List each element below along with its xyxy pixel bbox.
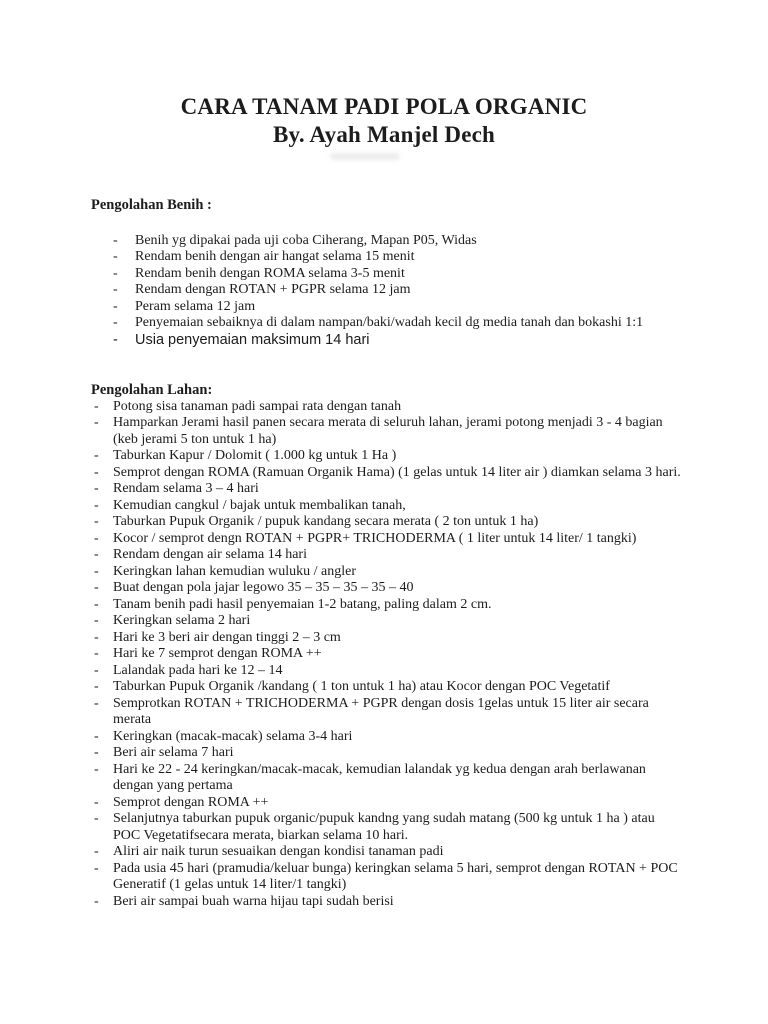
list-item-text: Keringkan (macak-macak) selama 3-4 hari (113, 728, 353, 744)
list-pengolahan-lahan (91, 399, 683, 911)
list-item (91, 531, 683, 548)
list-item-text: Hamparkan Jerami hasil panen secara merata di seluruh lahan, jerami potong menjadi 3 - 4 bagian (keb jerami 5 ton untuk 1 ha) (113, 415, 663, 447)
dash-bullet: - (94, 530, 99, 546)
dash-bullet: - (94, 481, 99, 496)
dash-bullet: - (94, 646, 99, 661)
dash-bullet: - (94, 497, 99, 513)
dash-bullet: - (94, 893, 99, 909)
dash-bullet: - (94, 596, 99, 612)
list-item (91, 249, 683, 266)
document-body (91, 197, 683, 910)
list-pengolahan-benih (91, 233, 683, 349)
list-item-text: Usia penyemaian maksimum 14 hari (135, 331, 370, 348)
list-item (91, 415, 683, 448)
dash-bullet: - (94, 794, 99, 810)
dash-bullet: - (113, 232, 118, 248)
list-item-text: Hari ke 7 semprot dengan ROMA ++ (113, 646, 322, 661)
section-heading-pengolahan-benih: Pengolahan Benih : (91, 197, 212, 213)
list-item (91, 564, 683, 581)
dash-bullet: - (94, 547, 99, 562)
list-item (91, 547, 683, 564)
list-item (91, 762, 683, 795)
list-item-text: Hari ke 3 beri air dengan tinggi 2 – 3 cm (113, 629, 341, 645)
list-item-text: Rendam benih dengan ROMA selama 3-5 menit (135, 265, 405, 281)
dash-bullet: - (94, 415, 99, 430)
dash-bullet: - (94, 464, 99, 480)
dash-bullet: - (94, 613, 99, 628)
list-item-text: Semprot dengan ROMA ++ (113, 794, 269, 810)
list-item-text: Pada usia 45 hari (pramudia/keluar bunga) keringkan selama 5 hari, semprot dengan ROTAN + POC Generatif (1 gelas untuk 14 liter/1 tangki) (113, 860, 678, 892)
list-item (91, 282, 683, 299)
dash-bullet: - (94, 811, 99, 826)
list-item-text: Beri air sampai buah warna hijau tapi sudah berisi (113, 893, 394, 909)
list-item (91, 646, 683, 663)
list-item (91, 844, 683, 861)
list-item-text: Taburkan Pupuk Organik /kandang ( 1 ton untuk 1 ha) atau Kocor dengan POC Vegetatif (113, 679, 610, 694)
list-item (91, 233, 683, 250)
list-item (91, 465, 683, 482)
list-item (91, 696, 683, 729)
list-item-text: Rendam selama 3 – 4 hari (113, 481, 259, 496)
scan-smudge-artifact (330, 153, 400, 160)
list-item (91, 315, 683, 332)
dash-bullet: - (94, 563, 99, 579)
list-item-text: Tanam benih padi hasil penyemaian 1-2 batang, paling dalam 2 cm. (113, 596, 492, 612)
list-item-text: Taburkan Pupuk Organik / pupuk kandang secara merata ( 2 ton untuk 1 ha) (113, 514, 539, 529)
dash-bullet: - (94, 662, 99, 678)
dash-bullet: - (94, 860, 99, 876)
dash-bullet: - (94, 398, 99, 414)
list-item (91, 299, 683, 316)
list-item-text: Penyemaian sebaiknya di dalam nampan/baki/wadah kecil dg media tanah dan bokashi 1:1 (135, 315, 644, 330)
list-item-text: Keringkan lahan kemudian wuluku / angler (113, 563, 356, 579)
section-heading-pengolahan-lahan: Pengolahan Lahan: (91, 382, 213, 398)
list-item-text: Potong sisa tanaman padi sampai rata dengan tanah (113, 398, 402, 414)
list-item (91, 861, 683, 894)
list-item-text: Aliri air naik turun sesuaikan dengan kondisi tanaman padi (113, 844, 444, 859)
list-item-text: Selanjutnya taburkan pupuk organic/pupuk kandng yang sudah matang (500 kg untuk 1 ha ) atau POC Vegetatifsecara merata, biarkan selama 10 hari. (113, 811, 655, 843)
dash-bullet: - (94, 728, 99, 744)
dash-bullet: - (113, 331, 118, 348)
dash-bullet: - (94, 580, 99, 595)
list-item-text: Lalandak pada hari ke 12 – 14 (113, 662, 283, 678)
list-item-text: Keringkan selama 2 hari (113, 613, 251, 628)
dash-bullet: - (94, 761, 99, 777)
document-title-line2: By. Ayah Manjel Dech (272, 122, 496, 147)
list-item-text: Buat dengan pola jajar legowo 35 – 35 – 35 – 35 – 40 (113, 580, 414, 595)
dash-bullet: - (113, 265, 118, 281)
list-item (91, 332, 683, 349)
dash-bullet: - (113, 282, 118, 297)
list-item (91, 630, 683, 647)
list-item (91, 580, 683, 597)
dash-bullet: - (113, 249, 118, 264)
list-item (91, 663, 683, 680)
dash-bullet: - (94, 448, 99, 463)
dash-bullet: - (94, 844, 99, 859)
list-item-text: Taburkan Kapur / Dolomit ( 1.000 kg untuk 1 Ha ) (113, 448, 397, 463)
dash-bullet: - (113, 315, 118, 330)
list-item (91, 679, 683, 696)
dash-bullet: - (94, 745, 99, 760)
dash-bullet: - (113, 298, 118, 314)
list-item-text: Beri air selama 7 hari (113, 745, 234, 760)
document-title-line1: CARA TANAM PADI POLA ORGANIC (180, 94, 588, 119)
dash-bullet: - (94, 679, 99, 694)
list-item-text: Semprotkan ROTAN + TRICHODERMA + PGPR dengan dosis 1gelas untuk 15 liter air secara merata (113, 695, 649, 727)
list-item (91, 745, 683, 762)
list-item (91, 448, 683, 465)
list-item (91, 613, 683, 630)
list-item-text: Benih yg dipakai pada uji coba Ciherang, Mapan P05, Widas (135, 232, 477, 248)
dash-bullet: - (94, 514, 99, 529)
list-item (91, 795, 683, 812)
list-item (91, 514, 683, 531)
list-item (91, 729, 683, 746)
list-item-text: Rendam dengan ROTAN + PGPR selama 12 jam (135, 282, 411, 297)
list-item-text: Kemudian cangkul / bajak untuk membalikan tanah, (113, 497, 406, 513)
list-item-text: Kocor / semprot dengn ROTAN + PGPR+ TRICHODERMA ( 1 liter untuk 14 liter/ 1 tangki) (113, 530, 637, 546)
list-item-text: Hari ke 22 - 24 keringkan/macak-macak, kemudian lalandak yg kedua dengan arah berlawanan dengan yang pertama (113, 761, 646, 793)
list-item (91, 894, 683, 911)
list-item (91, 266, 683, 283)
list-item (91, 498, 683, 515)
document-title (0, 93, 768, 149)
dash-bullet: - (94, 695, 99, 711)
list-item-text: Peram selama 12 jam (135, 298, 256, 314)
list-item-text: Rendam benih dengan air hangat selama 15 menit (135, 249, 415, 264)
list-item (91, 597, 683, 614)
list-item-text: Semprot dengan ROMA (Ramuan Organik Hama) (1 gelas untuk 14 liter air ) diamkan selama 3 hari. (113, 464, 681, 480)
list-item (91, 811, 683, 844)
dash-bullet: - (94, 629, 99, 645)
list-item (91, 399, 683, 416)
list-item-text: Rendam dengan air selama 14 hari (113, 547, 307, 562)
list-item (91, 481, 683, 498)
